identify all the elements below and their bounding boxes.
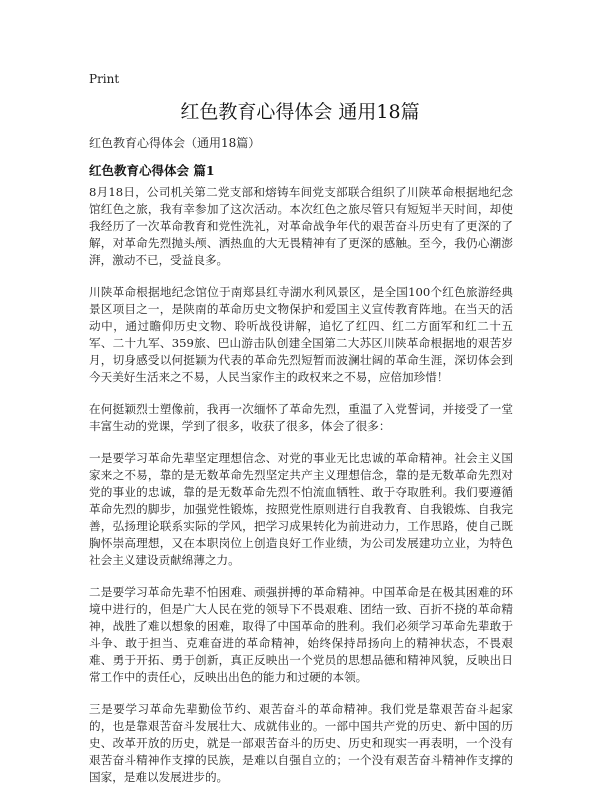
- paragraph-6: 三是要学习革命先辈勤俭节约、艰苦奋斗的革命精神。我们党是靠艰苦奋斗起家的，也是靠艰苦奋斗发展壮大、成就伟业的。一部中国共产党的历史、新中国的历史、改革开放的历史，就是一部艰苦奋斗的历史、历史和现实一再表明，一个没有艰苦奋斗精神作支撑的民族，是难以自强自立的；一个没有艰苦奋斗精神作支撑的国家，是难以发展进步的。: [89, 702, 513, 784]
- print-link[interactable]: Print: [89, 72, 120, 86]
- paragraph-2: 川陕革命根据地纪念馆位于南郑县红寺湖水利风景区，是全国100个红色旅游经典景区项目之一，是陕南的革命历史文物保护和爱国主义宣传教育阵地。在当天的活动中，通过瞻仰历史文物、聆听战役讲解，追忆了红四、红二方面军和红二十五军、二十九军、359旅、巴山游击队创建全国第二大苏区川陕革命根据地的艰苦岁月，切身感受以何挺颖为代表的革命先烈短暂而波澜壮阔的革命生涯，深切体会到今天美好生活来之不易，人民当家作主的政权来之不易，应倍加珍惜！: [89, 285, 513, 384]
- document-subtitle: 红色教育心得体会（通用18篇）: [89, 136, 261, 150]
- paragraph-5: 二是要学习革命先辈不怕困难、顽强拼搏的革命精神。中国革命是在极其困难的环境中进行的，但是广大人民在党的领导下不畏艰难、团结一致、百折不挠的革命精神，战胜了难以想象的困难，取得了中国革命的胜利。我们必须学习革命先辈敢于斗争、敢于担当、克难奋进的革命精神，始终保持昂扬向上的精神状态，不畏艰难、勇于开拓、勇于创新，真正反映出一个党员的思想品德和精神风貌，反映出日常工作中的责任心，反映出出色的能力和过硬的本领。: [89, 585, 513, 684]
- article-body: [89, 184, 513, 801]
- paragraph-4: 一是要学习革命先辈坚定理想信念、对党的事业无比忠诚的革命精神。社会主义国家来之不易，靠的是无数革命先烈坚定共产主义理想信念，靠的是无数革命先烈对党的事业的忠诚，靠的是无数革命先烈不怕流血牺牲、敢于夺取胜利。我们要遵循革命先烈的脚步，加强党性锻炼，按照党性原则进行自我教育、自我锻炼、自我完善，弘扬理论联系实际的学风，把学习成果转化为前进动力，工作思路，使自己既胸怀崇高理想，又在本职岗位上创造良好工作业绩，为公司发展建功立业，为特色社会主义建设贡献绵薄之力。: [89, 451, 513, 567]
- section-heading: 红色教育心得体会 篇1: [89, 163, 215, 178]
- paragraph-1: 8月18日，公司机关第二党支部和熔铸车间党支部联合组织了川陕革命根据地纪念馆红色之旅，我有幸参加了这次活动。本次红色之旅尽管只有短短半天时间，却使我经历了一次革命教育和党性洗礼，对革命战争年代的艰苦奋斗历史有了更深的了解，对革命先烈抛头颅、洒热血的大无畏精神有了更深的感触。至今，我仍心潮澎湃，激动不已，受益良多。: [89, 185, 513, 267]
- page-title: 红色教育心得体会 通用18篇: [180, 101, 420, 123]
- paragraph-3: 在何挺颖烈士塑像前，我再一次缅怀了革命先烈，重温了入党誓词，并接受了一堂丰富生动的党课，学到了很多，收获了很多，体会了很多：: [89, 402, 513, 433]
